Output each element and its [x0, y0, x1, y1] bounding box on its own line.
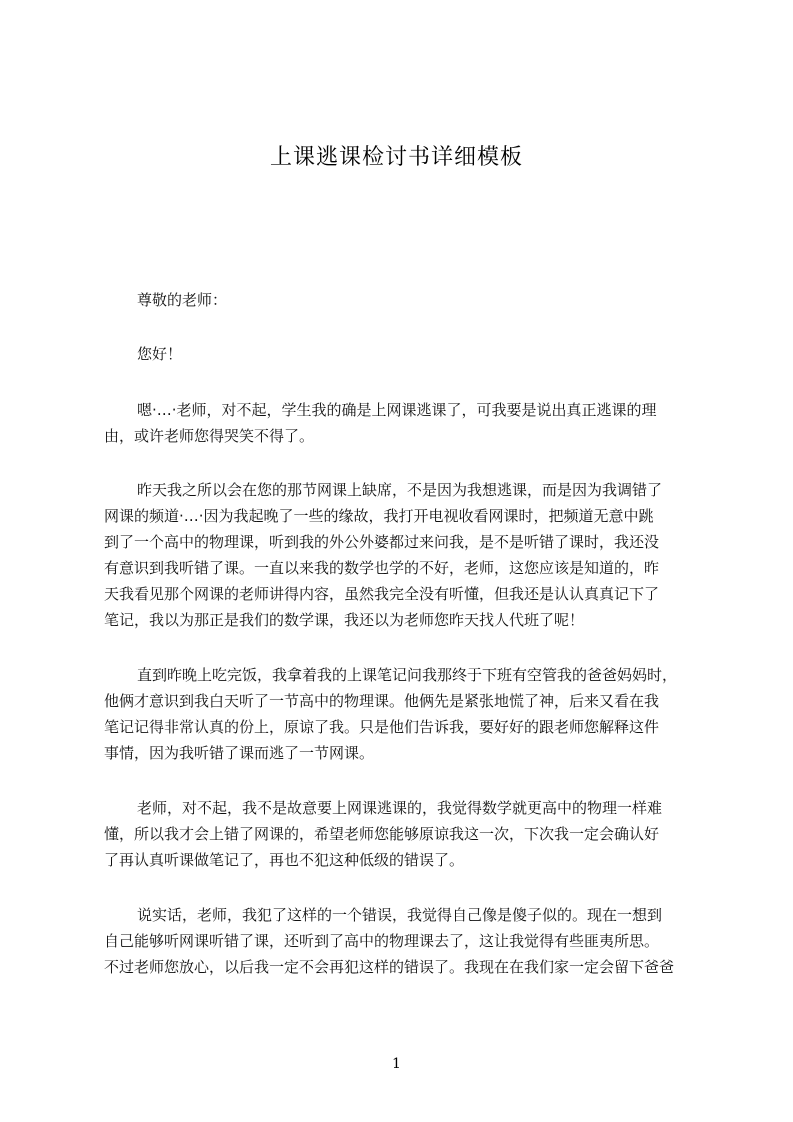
paragraph-3-line-4: 事情，因为我听错了课而逃了一节网课。 — [104, 744, 375, 762]
paragraph-2-line-1: 昨天我之所以会在您的那节网课上缺席，不是因为我想逃课，而是因为我调错了 — [137, 481, 663, 499]
paragraph-5-line-2: 自己能够听网课听错了课，还听到了高中的物理课去了，这让我觉得有些匪夷所思。 — [104, 932, 660, 950]
paragraph-5-line-1: 说实话，老师，我犯了这样的一个错误，我觉得自己像是傻子似的。现在一想到 — [137, 906, 663, 924]
page-number: 1 — [392, 1056, 401, 1072]
paragraph-4-line-1: 老师，对不起，我不是故意要上网课逃课的，我觉得数学就更高中的物理一样难 — [137, 799, 663, 817]
paragraph-4-line-3: 了再认真听课做笔记了，再也不犯这种低级的错误了。 — [104, 851, 465, 869]
paragraph-2-line-5: 天我看见那个网课的老师讲得内容，虽然我完全没有听懂，但我还是认认真真记下了 — [104, 585, 660, 603]
salutation: 尊敬的老师： — [137, 291, 228, 309]
paragraph-2-line-4: 有意识到我听错了课。一直以来我的数学也学的不好，老师，这您应该是知道的，昨 — [104, 559, 660, 577]
document-title: 上课逃课检讨书详细模板 — [269, 145, 523, 170]
paragraph-5-line-3: 不过老师您放心，以后我一定不会再犯这样的错误了。我现在在我们家一定会留下爸爸 — [104, 958, 675, 976]
paragraph-1-line-1: 嗯·…·老师，对不起，学生我的确是上网课逃课了，可我要是说出真正逃课的理 — [137, 401, 657, 419]
paragraph-3-line-2: 他俩才意识到我白天听了一节高中的物理课。他俩先是紧张地慌了神，后来又看在我 — [104, 692, 660, 710]
paragraph-3-line-1: 直到昨晚上吃完饭，我拿着我的上课笔记问我那终于下班有空管我的爸爸妈妈时， — [137, 666, 678, 684]
greeting: 您好！ — [137, 345, 183, 363]
paragraph-3-line-3: 笔记记得非常认真的份上，原谅了我。只是他们告诉我，要好好的跟老师您解释这件 — [104, 718, 660, 736]
paragraph-1-line-2: 由，或许老师您得哭笑不得了。 — [104, 427, 315, 445]
paragraph-2-line-2: 网课的频道·…·因为我起晚了一些的缘故，我打开电视收看网课时，把频道无意中跳 — [104, 507, 654, 525]
paragraph-2-line-6: 笔记，我以为那正是我们的数学课，我还以为老师您昨天找人代班了呢！ — [104, 611, 585, 629]
paragraph-4-line-2: 懂，所以我才会上错了网课的，希望老师您能够原谅我这一次，下次我一定会确认好 — [104, 825, 660, 843]
paragraph-2-line-3: 到了一个高中的物理课，听到我的外公外婆都过来问我，是不是听错了课时，我还没 — [104, 533, 660, 551]
